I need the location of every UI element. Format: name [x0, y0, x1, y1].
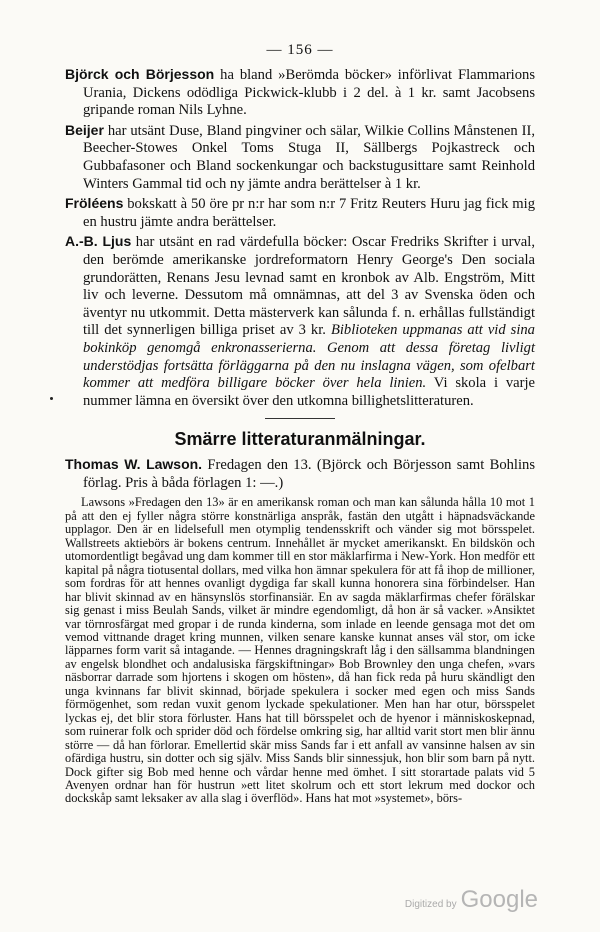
entry-text: bokskatt à 50 öre pr n:r har som n:r 7 Fritz Reuters Huru jag fick mig en hustru jämte andra berättelser.: [83, 196, 535, 230]
entry-name: Björck och Börjesson: [65, 66, 215, 82]
entry-text: ha bland »Berömda böcker» införlivat Flammarions Urania, Dickens odödliga Pickwick-klubb i 2 del. à 1 kr. samt Jacobsens gripande roman Nils Lyhne.: [83, 67, 536, 119]
page-number: — 156 —: [266, 42, 334, 58]
section-heading: Smärre litteraturanmälningar.: [174, 429, 426, 450]
entry-beijer: [65, 122, 535, 193]
entry-froleens: [65, 195, 535, 231]
entry-text: har utsänt Duse, Bland pingviner och sälar, Wilkie Collins Månstenen II, Beecher-Stowes Onkel Toms Stuga II, Sällbergs Pojkastreck och Gubbafasoner och Bland sockenkungar och backstugusittare samt Reinhold Winters Gammal tid och ny jämte andra berättelser à 1 kr.: [83, 122, 535, 192]
review-author: Thomas W. Lawson.: [65, 456, 203, 473]
review-body: Lawsons »Fredagen den 13» är en amerikansk roman och man kan sålunda hålla 10 mot 1 på att den ej fyller några större konstnärliga anspråk, fastän den utgått i häpnadsväckande upplagor. Den är en lidelsefull men otymplig tendensskrift och vänder sig mot börsspelet. Wallstreets aktiebörs är bokens centrum. Innehållet är mycket amerikanskt. En bildskön och utomordentligt begåvad ung dam kommer till en stor mäklarfirma i New-York. Hon medför ett kapital på några tiotusental dollars, med vilka hon ämnar spekulera för att få ihop de millioner, som fordras för att hennes ovanligt dygdiga far skall kunna honorera sina förbindelser. Han har blivit skinnad av en hänsynslös storfinansiär. En av sagda mäklarfirmas chefer förälskar sig genast i miss Beulah Sands, vilket är mindre egendomligt, då hon är så vacker. »Ansiktet var törnrosfärgat med gropar i de runda kinderna, som inlade en leende gensaga mot det om vemod vittnande draget kring munnen, vilken senare kanske kunnat anses väl stor, om icke läpparnes form varit så intagande. — Hennes dragningskraft låg i den sällsamma blandningen av engelsk blondhet och andalusiska färgskiftningar» Bob Brownley den unga chefen, »vars näsborrar darrade som hjortens i skogen om hösten», då han fick reda på huru skändligt den unga kvinnans far blivit skinnad, började spekulera i socker med egen och miss Sands förmögenhet, som redan vuxit genom lyckade spekulationer. Men han har otur, börsspelet lyckas ej, det blir stora förluster. Hans hat till börsspelet och de hyenor i människoskepnad, som ruinerar folk och sprider död och fördelse omkring sig, har alltid varit stort men blir ännu större — då han förlorar. Emellertid skär miss Sands far i ett anfall av vansinne halsen av sin ofärdiga hustru, sin dotter och sig själv. Miss Sands blir sinnessjuk, hon blir som barn på nytt. Dock gifter sig Bob med henne och vårdar henne med ömhet. I sitt storartade palats vid 5 Avenyen ordnar han för hustrun »ett litet skolrum och ett stort lekrum med dockor och dockskåp samt leksaker av alla slag i överflöd». Hans hat mot »systemet», börs-: [65, 495, 535, 806]
entry-name: A.-B. Ljus: [65, 233, 132, 250]
review-citation: Fredagen den 13. (Björck och Börjesson samt Bohlins förlag. Pris à båda förlagen 1: —.): [83, 457, 535, 491]
entry-text: har utsänt en rad värdefulla böcker: Oscar Fredriks Skrifter i urval, den berömde amerikanske jordreformatorn Henry George's Den sociala grundorätten, Renans Jesu levnad samt en kronbok av Alb. Engström, Mitt liv och leverne. Dessutom må omnämnas, att del 3 av Svenska öden och äventyr nu utkommit. Detta mästerverk kan sålunda f. n. erhållas fullständigt till det synnerligen billiga priset av 3 kr.: [83, 234, 535, 339]
watermark-prefix: Digitized by: [404, 899, 457, 910]
google-watermark: [405, 886, 538, 914]
entry-name: Beijer: [65, 121, 104, 138]
main-column: [65, 66, 535, 806]
google-logo: Google: [460, 886, 538, 913]
entry-italic-note: Biblioteken uppmanas att vid sina bokinköp genomgå enkronasserierna. Genom att dessa företag livligt understödjas fortsätta förläggarna på den nu inslagna vägen, som ofelbart kommer att medföra billigare böcker över hela linien.: [83, 322, 535, 392]
review-header: [65, 456, 535, 492]
margin-mark: [50, 397, 53, 400]
section-divider: [265, 418, 335, 419]
entry-ljus: [65, 233, 535, 410]
entry-tail: Vi skola i varje nummer lämna en översikt över den utkomna billighetslitteraturen.: [83, 375, 536, 409]
entry-bjorck: [65, 66, 535, 120]
entry-name: Fröléens: [65, 195, 124, 212]
